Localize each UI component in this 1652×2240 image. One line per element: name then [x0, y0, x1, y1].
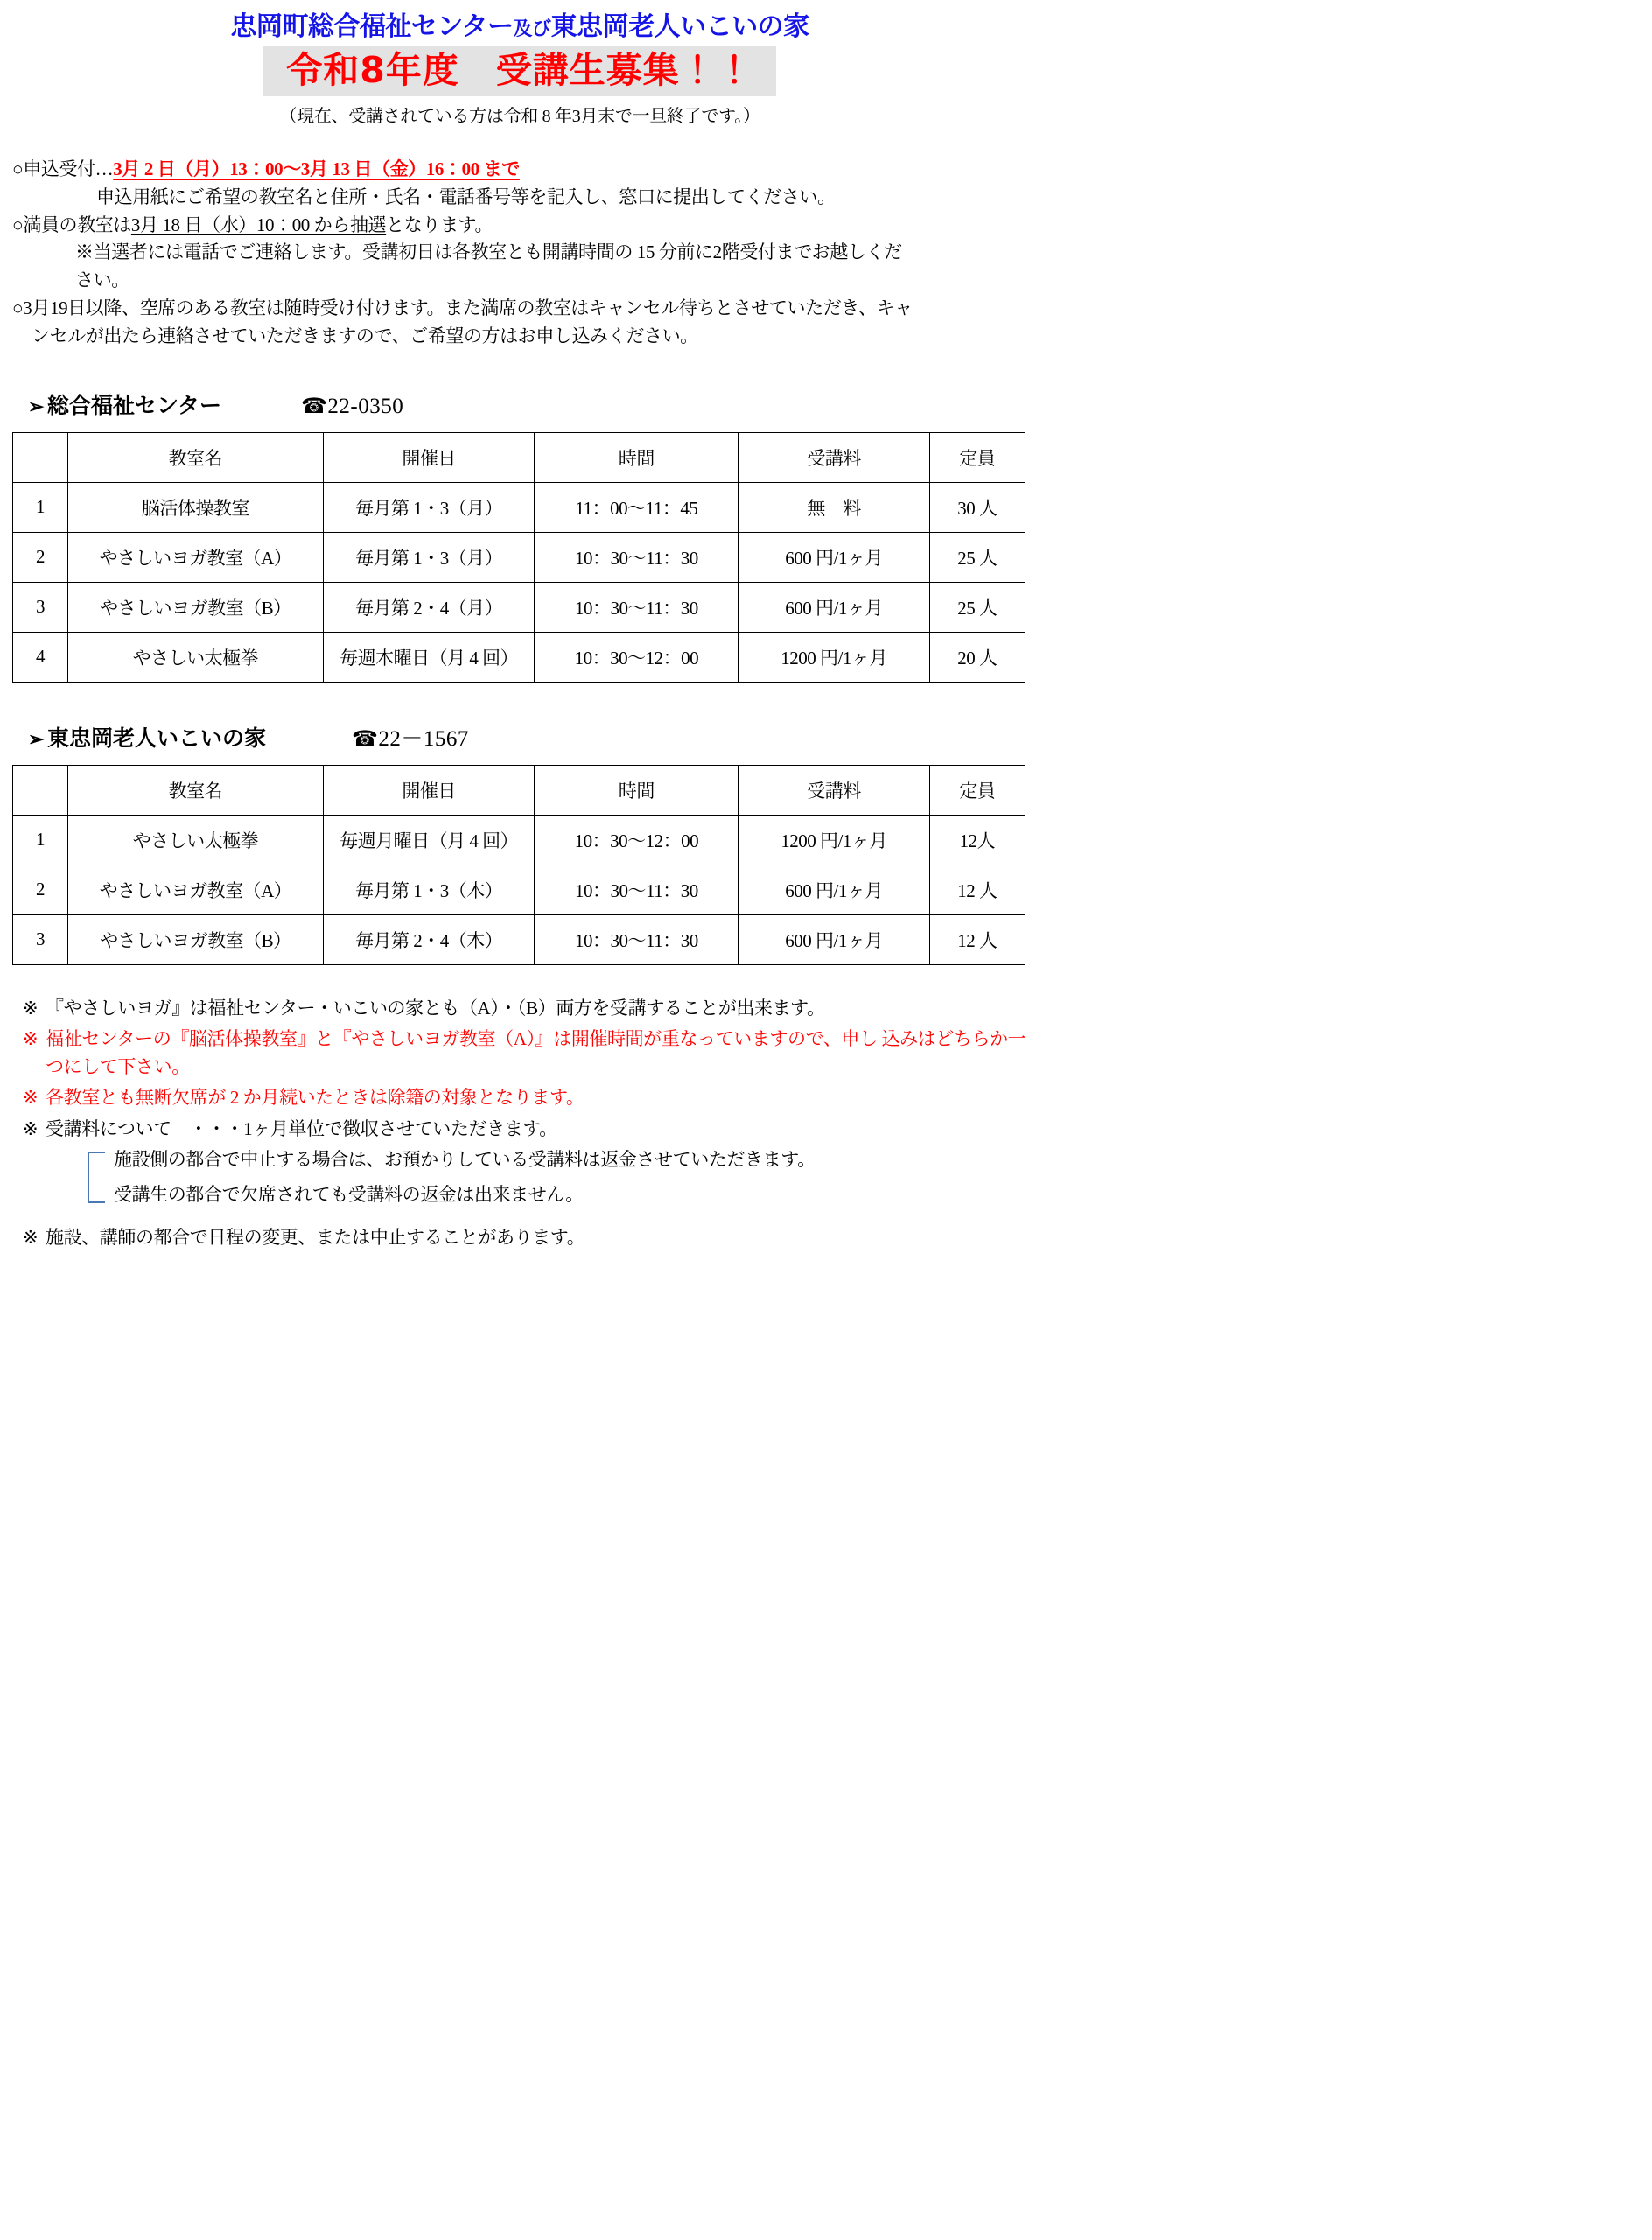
course-table-welfare-center: [12, 432, 1026, 682]
bracket-icon: [88, 1152, 105, 1203]
cell-time: 11：00～11：45: [535, 482, 738, 532]
bracket-content: [114, 1146, 1027, 1208]
col-header-day: 開催日: [323, 432, 534, 482]
footnote-refund-bracket-group: [88, 1146, 1027, 1208]
col-header-no: [13, 765, 68, 815]
footnote-mark-icon: ※: [23, 1028, 38, 1050]
table-row: [13, 582, 1026, 632]
section-name: 東忠岡老人いこいの家: [47, 726, 267, 751]
arrow-bullet-icon: ➢: [28, 395, 45, 417]
col-header-name: 教室名: [67, 765, 323, 815]
table-row: [13, 815, 1026, 864]
cell-fee: 600 円/1ヶ月: [738, 582, 929, 632]
cell-day: 毎月第 1・3（月）: [323, 532, 534, 582]
facility-title-join: 及び: [513, 18, 551, 39]
cell-cap: 12 人: [929, 914, 1025, 964]
cell-fee: 600 円/1ヶ月: [738, 914, 929, 964]
cell-day: 毎週木曜日（月 4 回）: [323, 632, 534, 682]
cell-time: 10：30～11：30: [535, 864, 738, 914]
cell-fee: 1200 円/1ヶ月: [738, 815, 929, 864]
notice-lottery-suffix: となります。: [386, 214, 494, 235]
cell-name: やさしいヨガ教室（A）: [67, 532, 323, 582]
footnote-text-line1: 福祉センターの『脳活体操教室』と『やさしいヨガ教室（A）』は開催時間が重なっていますので、申し: [46, 1028, 878, 1050]
table-row: [13, 914, 1026, 964]
table-row: [13, 864, 1026, 914]
cell-day: 毎月第 2・4（木）: [323, 914, 534, 964]
notice-application-howto: 申込用紙にご希望の教室名と住所・氏名・電話番号等を記入し、窓口に提出してください。: [96, 186, 836, 207]
cell-time: 10：30～11：30: [535, 582, 738, 632]
footnote-text: 受講料について ・・・1ヶ月単位で徴収させていただきます。: [46, 1117, 557, 1139]
cell-name: やさしい太極拳: [67, 632, 323, 682]
cell-day: 毎週月曜日（月 4 回）: [323, 815, 534, 864]
table-row: [13, 482, 1026, 532]
cell-no: 3: [13, 914, 68, 964]
table-header-row: [13, 765, 1026, 815]
footnote-yoga-both: [12, 995, 1027, 1023]
section-phone-number: 22－1567: [378, 726, 469, 751]
cell-fee: 無 料: [738, 482, 929, 532]
course-table-ikoi-house: [12, 765, 1026, 965]
notice-winner-contact-cont: さい。: [75, 270, 130, 291]
footnote-schedule-change: [12, 1224, 1027, 1252]
footnote-text: 施設、講師の都合で日程の変更、または中止することがあります。: [46, 1227, 585, 1249]
col-header-cap: 定員: [929, 432, 1025, 482]
footnote-mark-icon: ※: [23, 1087, 38, 1109]
footnote-text: 『やさしいヨガ』は福祉センター・いこいの家とも（A）・（B）両方を受講することが出来ます。: [46, 997, 825, 1018]
col-header-time: 時間: [535, 765, 738, 815]
notice-lottery-datetime: 3月 18 日（水）10：00 から抽選: [130, 214, 387, 235]
footnote-mark-icon: ※: [23, 997, 38, 1018]
col-header-cap: 定員: [929, 765, 1025, 815]
cell-time: 10：30～12：00: [535, 815, 738, 864]
facility-title: [12, 12, 1027, 43]
cell-no: 2: [13, 864, 68, 914]
section-name: 総合福祉センター: [47, 394, 222, 418]
footnote-fee-policy: [12, 1116, 1027, 1144]
cell-day: 毎月第 1・3（月）: [323, 482, 534, 532]
footnote-text-line2: 込みはどちらか一つにして下さい。: [46, 1028, 1026, 1077]
col-header-time: 時間: [535, 432, 738, 482]
cell-no: 1: [13, 815, 68, 864]
notice-winner-contact: ※当選者には電話でご連絡します。受講初日は各教室とも開講時間の 15 分前に2階受付までお越しくだ: [75, 242, 902, 263]
col-header-no: [13, 432, 68, 482]
footnote-text: 各教室とも無断欠席が 2 か月続いたときは除籍の対象となります。: [46, 1087, 584, 1109]
footnote-absence-removal: [12, 1084, 1027, 1112]
section-phone-number: 22-0350: [327, 394, 404, 418]
telephone-icon: ☎: [352, 725, 379, 751]
section-phone: [352, 721, 469, 752]
cell-fee: 1200 円/1ヶ月: [738, 632, 929, 682]
col-header-name: 教室名: [67, 432, 323, 482]
cell-no: 1: [13, 482, 68, 532]
notice-lottery-prefix: ○満員の教室は: [12, 214, 131, 235]
cell-day: 毎月第 2・4（月）: [323, 582, 534, 632]
recruitment-banner: 令和8年度 受講生募集！！: [263, 46, 776, 96]
cell-time: 10：30～12：00: [535, 632, 738, 682]
footnote-mark-icon: ※: [23, 1117, 38, 1139]
cell-time: 10：30～11：30: [535, 914, 738, 964]
col-header-fee: 受講料: [738, 432, 929, 482]
table-row: [13, 532, 1026, 582]
cell-name: 脳活体操教室: [67, 482, 323, 532]
col-header-day: 開催日: [323, 765, 534, 815]
cell-name: やさしい太極拳: [67, 815, 323, 864]
footnote-text: [46, 1026, 1027, 1081]
facility-title-sub: 東忠岡老人いこいの家: [550, 12, 809, 41]
footnote-time-conflict: [12, 1026, 1027, 1081]
cell-fee: 600 円/1ヶ月: [738, 532, 929, 582]
footnote-mark-icon: ※: [23, 1227, 38, 1249]
cell-cap: 20 人: [929, 632, 1025, 682]
telephone-icon: ☎: [301, 393, 328, 418]
cell-time: 10：30～11：30: [535, 532, 738, 582]
notice-after-march19: ○3月19日以降、空席のある教室は随時受け付けます。また満席の教室はキャンセル待ちとさせていただき、キャ: [12, 297, 913, 318]
footnote-refund-student: 受講生の都合で欠席されても受講料の返金は出来ません。: [114, 1183, 584, 1205]
cell-name: やさしいヨガ教室（A）: [67, 864, 323, 914]
notice-lottery: [12, 213, 1027, 239]
cell-cap: 30 人: [929, 482, 1025, 532]
table-header-row: [13, 432, 1026, 482]
section-phone: [301, 394, 403, 419]
col-header-fee: 受講料: [738, 765, 929, 815]
cell-cap: 12人: [929, 815, 1025, 864]
cell-no: 3: [13, 582, 68, 632]
cell-cap: 12 人: [929, 864, 1025, 914]
facility-title-main: 忠岡町総合福祉センター: [230, 12, 514, 41]
arrow-bullet-icon: ➢: [28, 727, 45, 750]
banner-subtitle: （現在、受講されている方は令和 8 年3月末で一旦終了です。）: [279, 106, 760, 126]
section-heading-welfare-center: [12, 388, 1027, 420]
section-heading-ikoi-house: [12, 721, 1027, 752]
banner-wrap: [12, 46, 1027, 96]
cell-cap: 25 人: [929, 582, 1025, 632]
footnotes-block: [12, 995, 1027, 1252]
cell-no: 2: [13, 532, 68, 582]
table-row: [13, 632, 1026, 682]
flyer-page: [0, 0, 1040, 1273]
notice-application-label: ○申込受付…: [12, 158, 114, 179]
notice-block: [12, 157, 1027, 350]
cell-no: 4: [13, 632, 68, 682]
footnote-refund-facility: 施設側の都合で中止する場合は、お預かりしている受講料は返金させていただきます。: [114, 1149, 816, 1171]
cell-fee: 600 円/1ヶ月: [738, 864, 929, 914]
cell-name: やさしいヨガ教室（B）: [67, 582, 323, 632]
notice-application-period: [12, 157, 1027, 183]
cell-day: 毎月第 1・3（木）: [323, 864, 534, 914]
notice-application-dates: 3月 2 日（月）13：00～3月 13 日（金）16：00 まで: [113, 158, 520, 179]
notice-after-march19-cont: ンセルが出たら連絡させていただきますので、ご希望の方はお申し込みください。: [32, 325, 698, 346]
cell-name: やさしいヨガ教室（B）: [67, 914, 323, 964]
cell-cap: 25 人: [929, 532, 1025, 582]
